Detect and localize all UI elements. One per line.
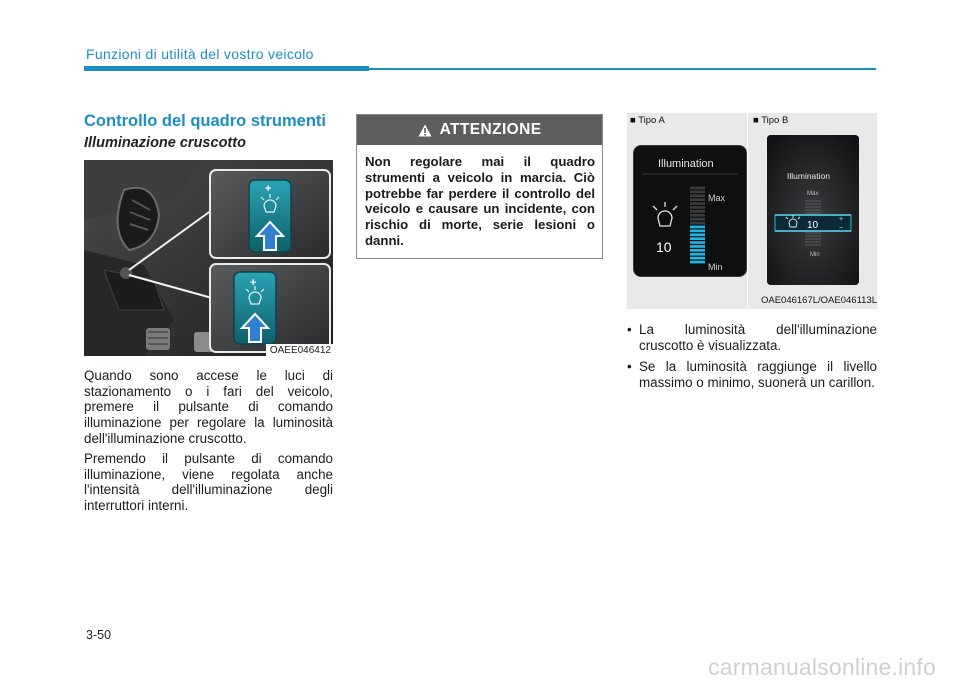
type-a-level-segment (690, 233, 705, 236)
figure-code-right: OAE046167L/OAE046113L (760, 295, 877, 306)
figure-divider (747, 113, 748, 309)
illumination-display-figure (627, 113, 877, 309)
warning-text: Non regolare mai il quadro strumenti a veicolo in marcia. Ciò potrebbe far perdere il controllo del veicolo e causare un incidente, con rischio di morte, serie lesioni o danni. (365, 154, 595, 248)
type-a-level-segment (690, 230, 705, 233)
type-a-min-label: Min (708, 262, 723, 272)
type-a-level-segment (690, 214, 705, 217)
type-b-max-label: Max (807, 191, 819, 197)
type-b-value: 10 (807, 220, 819, 231)
plus-label-bottom: + (250, 277, 257, 289)
type-b-label: ■ Tipo B (753, 115, 789, 126)
section-subtitle: Illuminazione cruscotto (84, 135, 246, 151)
plus-label-top: + (265, 183, 272, 195)
warning-box (356, 114, 603, 259)
header-accent-bar (84, 66, 369, 71)
type-a-level-segment (690, 261, 705, 264)
type-a-level-segment (690, 206, 705, 209)
type-b-minus: − (839, 225, 844, 232)
type-a-display (633, 145, 747, 277)
type-a-level-segment (690, 191, 705, 194)
type-b-screen-art (767, 135, 859, 285)
paragraph-2: Premendo il pulsante di comando illuminazione, viene regolata anche l'intensità dell'illuminazione degli interruttori interni. (84, 451, 333, 514)
type-a-level-segment (690, 210, 705, 213)
type-a-value: 10 (656, 239, 672, 255)
watermark: carmanualsonline.info (708, 654, 936, 680)
type-a-level-segment (690, 222, 705, 225)
type-a-screen-art (634, 146, 746, 276)
type-a-level-segment (690, 237, 705, 240)
type-b-plus: + (839, 216, 844, 223)
chapter-header-title: Funzioni di utilità del vostro veicolo (86, 46, 314, 62)
type-a-level-segment (690, 257, 705, 260)
dashboard-illustration (84, 160, 333, 356)
bullet-item: • La luminosità dell'illuminazione cruscotto è visualizzata. (627, 322, 877, 353)
warning-title: ATTENZIONE (439, 121, 542, 138)
type-a-level-segment (690, 202, 705, 205)
type-a-level-segment (690, 245, 705, 248)
type-a-level-segment (690, 194, 705, 197)
type-a-level-segment (690, 187, 705, 190)
type-a-level-segment (690, 198, 705, 201)
type-a-level-segment (690, 253, 705, 256)
type-b-display (767, 135, 859, 285)
type-a-title: Illumination (658, 158, 714, 170)
dashboard-control-photo (84, 160, 333, 356)
page-number: 3-50 (86, 628, 112, 642)
bullet-item: • Se la luminosità raggiunge il livello massimo o minimo, suonerà un carillon. (627, 359, 877, 390)
warning-triangle-icon (418, 124, 432, 137)
type-b-title: Illumination (787, 171, 830, 181)
type-a-level-segment (690, 249, 705, 252)
type-a-max-label: Max (708, 193, 726, 203)
paragraph-1: Quando sono accese le luci di stazionamento o i fari del veicolo, premere il pulsante di comando illuminazione per regolare la luminosità dell'illuminazione cruscotto. (84, 368, 333, 446)
type-b-min-label: Min (810, 252, 820, 258)
type-a-level-segment (690, 218, 705, 221)
info-bullet-list (627, 322, 877, 397)
figure-code-left: OAEE046412 (266, 344, 333, 356)
header-rule (369, 68, 876, 70)
type-a-label: ■ Tipo A (630, 115, 665, 126)
section-title: Controllo del quadro strumenti (84, 112, 326, 130)
warning-header (357, 115, 602, 145)
type-a-level-segment (690, 241, 705, 244)
type-a-level-segment (690, 226, 705, 229)
